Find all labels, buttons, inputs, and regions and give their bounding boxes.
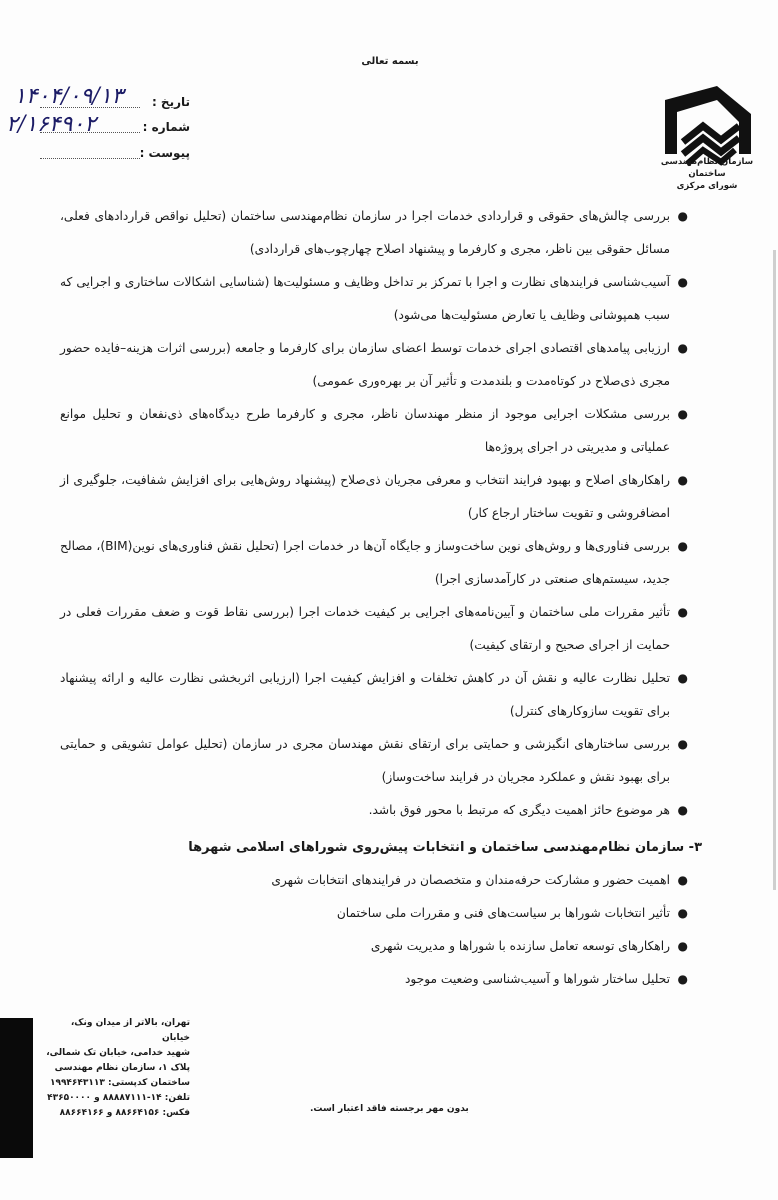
address-line: پلاک ۱، سازمان نظام مهندسی xyxy=(54,1063,190,1073)
list-item: ● تحلیل ساختار شوراها و آسیب‌شناسی وضعیت موجود xyxy=(60,963,688,996)
list-item: ● بررسی فناوری‌ها و روش‌های نوین ساخت‌وساز و جایگاه آن‌ها در خدمات اجرا (تحلیل نقش فناوری‌های نوین(BIM)، مصالح جدید، سیستم‌های صنعتی در کارآمدسازی اجرا) xyxy=(60,530,688,596)
address-line: تهران، بالاتر از میدان ونک، خیابان xyxy=(70,1018,190,1043)
bullet-icon: ● xyxy=(677,873,688,887)
bullet-icon: ● xyxy=(677,737,688,751)
footer-black-bar xyxy=(0,1018,33,1158)
stamp-validity-note: بدون مهر برجسته فاقد اعتبار است. xyxy=(310,1104,469,1114)
attachment-row xyxy=(40,146,190,164)
list-item: ● بررسی ساختارهای انگیزشی و حمایتی برای ارتقای نقش مهندسان مجری در سازمان (تحلیل عوامل تشویقی و حمایتی برای بهبود نقش و عملکرد مجریان در فرایند ساخت‌وساز) xyxy=(60,728,688,794)
organization-name xyxy=(653,156,761,192)
list-item: ● اهمیت حضور و مشارکت حرفه‌مندان و متخصصان در فرایندهای انتخابات شهری xyxy=(60,864,688,897)
handwritten-number: ۲/۱۶۴۹۰۲ xyxy=(6,112,97,137)
list-item: ● آسیب‌شناسی فرایندهای نظارت و اجرا با تمرکز بر تداخل وظایف و مسئولیت‌ها (شناسایی اشکالات ساختاری و اجرایی که سبب همپوشانی وظایف یا تعارض مسئولیت‌ها می‌شود) xyxy=(60,266,688,332)
list-item: ● بررسی چالش‌های حقوقی و قراردادی خدمات اجرا در سازمان نظام‌مهندسی ساختمان (تحلیل نواقص قراردادهای فعلی، مسائل حقوقی بین ناظر، مجری و کارفرما و پیشنهاد اصلاح چهارچوب‌های قراردادی) xyxy=(60,200,688,266)
address-line: ساختمان کدپستی: ۱۹۹۴۶۴۳۱۱۳ xyxy=(49,1078,190,1088)
organization-name-line2: شورای مرکزی xyxy=(676,181,738,191)
handwritten-date: ۱۴۰۴/۰۹/۱۳ xyxy=(14,84,124,109)
attachment-dots xyxy=(40,158,140,159)
list-item: ● راهکارهای اصلاح و بهبود فرایند انتخاب و معرفی مجریان ذی‌صلاح (پیشنهاد روش‌هایی برای افزایش شفافیت، جلوگیری از امضافروشی و تقویت ساختار ارجاع کار) xyxy=(60,464,688,530)
bullet-icon: ● xyxy=(677,341,688,355)
bullet-icon: ● xyxy=(677,209,688,223)
list-item: ● ارزیابی پیامدهای اقتصادی اجرای خدمات توسط اعضای سازمان برای کارفرما و جامعه (بررسی اثرات هزینه–فایده حضور مجری ذی‌صلاح در کوتاه‌مدت و بلندمدت و تأثیر آن بر بهره‌وری عمومی) xyxy=(60,332,688,398)
address-line: فکس: ۸۸۶۶۴۱۵۶ و ۸۸۶۶۴۱۶۶ xyxy=(59,1108,190,1118)
bullet-icon: ● xyxy=(677,605,688,619)
section-3-title: ۳- سازمان نظام‌مهندسی ساختمان و انتخابات پیش‌روی شوراهای اسلامی شهرها xyxy=(188,840,702,855)
bullet-icon: ● xyxy=(677,939,688,953)
bullet-icon: ● xyxy=(677,473,688,487)
organization-name-line1: سازمان نظام‌مهندسی ساختمان xyxy=(660,157,754,179)
footer-address xyxy=(40,1016,190,1121)
bullet-icon: ● xyxy=(677,275,688,289)
section-3-list xyxy=(60,864,688,996)
list-item: ● تحلیل نظارت عالیه و نقش آن در کاهش تخلفات و افزایش کیفیت اجرا (ارزیابی اثربخشی نظارت عالیه و ارائه پیشنهاد برای تقویت سازوکارهای کنترل) xyxy=(60,662,688,728)
bullet-icon: ● xyxy=(677,803,688,817)
attachment-label: پیوست : xyxy=(139,146,190,160)
bullet-icon: ● xyxy=(677,671,688,685)
scan-edge-line xyxy=(773,250,776,890)
number-label: شماره : xyxy=(142,120,190,134)
list-item: ● بررسی مشکلات اجرایی موجود از منظر مهندسان ناظر، مجری و کارفرما طرح دیدگاه‌های ذی‌نفعان و تحلیل موانع عملیاتی و مدیریتی در اجرای پروژه‌ها xyxy=(60,398,688,464)
list-item: ● هر موضوع حائز اهمیت دیگری که مرتبط با محور فوق باشد. xyxy=(60,794,688,827)
bullet-icon: ● xyxy=(677,906,688,920)
topic-list xyxy=(60,200,688,827)
address-line: شهید خدامی، خیابان تک شمالی، xyxy=(46,1048,190,1058)
bullet-icon: ● xyxy=(677,972,688,986)
list-item: ● تأثیر مقررات ملی ساختمان و آیین‌نامه‌های اجرایی بر کیفیت خدمات اجرا (بررسی نقاط قوت و ضعف مقررات فعلی در حمایت از اجرای صحیح و ارتقای کیفیت) xyxy=(60,596,688,662)
address-line: تلفن: ۱۴-۸۸۸۸۷۱۱۱ و ۴۳۶۵۰۰۰۰ xyxy=(47,1093,190,1103)
list-item: ● تأثیر انتخابات شوراها بر سیاست‌های فنی و مقررات ملی ساختمان xyxy=(60,897,688,930)
list-item: ● راهکارهای توسعه تعامل سازنده با شوراها و مدیریت شهری xyxy=(60,930,688,963)
letter-body xyxy=(60,200,702,996)
bullet-icon: ● xyxy=(677,407,688,421)
invocation-text: بسمه تعالی xyxy=(361,56,419,67)
bullet-icon: ● xyxy=(677,539,688,553)
date-label: تاریخ : xyxy=(151,95,190,109)
